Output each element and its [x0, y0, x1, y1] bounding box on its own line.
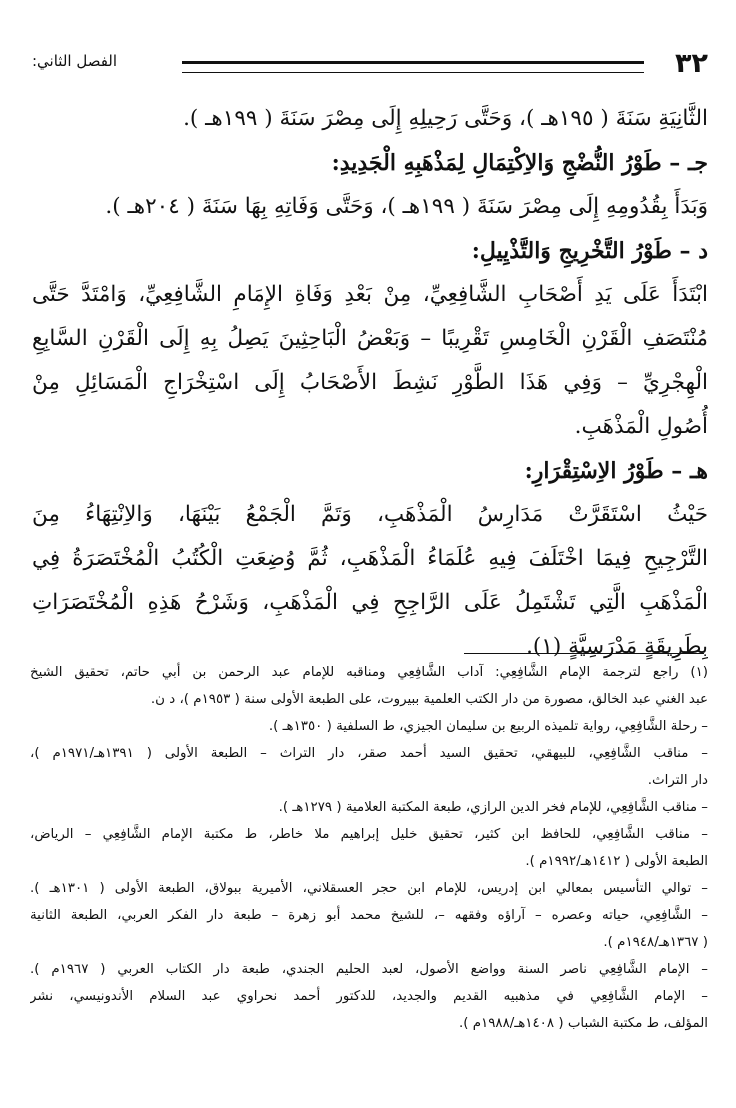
footnote-line: دار التراث. [647, 773, 708, 788]
footnote-line: – مناقب الشَّافِعِي، للحافظ ابن كثير، تحقيق خليل إبراهيم ملا خاطر، ط مكتبة الإمام الشَّافِعِي – الرياض، [30, 827, 708, 842]
footnote-separator [464, 653, 704, 654]
text-line: الثَّانِيَةِ سَنَةَ ( ١٩٥هـ )، وَحَتَّى رَحِيلِهِ إِلَى مِصْرَ سَنَةَ ( ١٩٩هـ ). [183, 106, 708, 131]
text-line: حَيْثُ اسْتَقَرَّتْ مَدَارِسُ الْمَذْهَبِ، وَتَمَّ الْجَمْعُ بَيْنَهَا، وَالاِنْتِهَاءُ مِنَ [32, 502, 708, 527]
chapter-title: الفصل الثاني: [32, 52, 118, 70]
page-header [32, 48, 708, 88]
header-rule [182, 61, 644, 73]
text-line: الْمَذْهَبِ الَّتِي تَشْتَمِلُ عَلَى الرَّاجِحِ فِي الْمَذْهَبِ، وَشَرْحُ هَذِهِ الْمُخْتَصَرَاتِ [32, 590, 708, 615]
footnotes [30, 659, 708, 1037]
footnote-line: – مناقب الشَّافِعِي، للإمام فخر الدين الرازي، طبعة المكتبة العلامية ( ١٢٧٩هـ ). [278, 800, 708, 815]
section-heading: هـ – طَوْرُ الاِسْتِقْرَارِ: [524, 458, 708, 484]
section-heading: جـ – طَوْرُ النُّضْجِ وَالاِكْتِمَالِ لِمَذْهَبِهِ الْجَدِيدِ: [331, 150, 708, 176]
footnote-line: (١) راجع لترجمة الإمام الشَّافِعِي: آداب الشَّافِعِي ومناقبه للإمام عبد الرحمن بن أبي حاتم، تحقيق الشيخ [30, 665, 708, 680]
section-heading: د – طَوْرُ التَّخْرِيجِ وَالتَّذْيِيلِ: [471, 238, 708, 264]
main-text [32, 97, 708, 669]
page-number: ٣٢ [675, 48, 708, 79]
text-line: الْهِجْرِيِّ – وَفِي هَذَا الطَّوْرِ نَشِطَ الأَصْحَابُ إِلَى اسْتِخْرَاجِ الْمَسَائِلِ مِنْ [32, 370, 708, 395]
footnote-line: – الإمام الشَّافِعِي ناصر السنة وواضع الأصول، لعبد الحليم الجندي، طبعة دار الكتاب العربي ( ١٩٦٧م ). [30, 962, 708, 977]
footnote-line: عبد الغني عبد الخالق، مصورة من دار الكتب العلمية ببيروت، على الطبعة الأولى سنة ( ١٩٥٣م )، د ن. [150, 692, 708, 707]
footnote-line: الطبعة الأولى ( ١٤١٢هـ/١٩٩٢م ). [525, 854, 708, 869]
footnote-line: – الشَّافِعِي، حياته وعصره – آراؤه وفقهه –، للشيخ محمد أبو زهرة – طبعة دار الفكر العربي، الطبعة الثانية [30, 908, 708, 923]
text-line: وَبَدَأَ بِقُدُومِهِ إِلَى مِصْرَ سَنَةَ ( ١٩٩هـ )، وَحَتَّى وَفَاتِهِ بِهَا سَنَةَ ( ٢٠٤هـ ). [105, 194, 708, 219]
text-line: بِطَرِيقَةٍ مَدْرَسِيَّةٍ (١). [526, 634, 708, 659]
text-line: التَّرْجِيحِ فِيمَا اخْتَلَفَ فِيهِ عُلَمَاءُ الْمَذْهَبِ، ثُمَّ وُضِعَتِ الْكُتُبُ الْمُخْتَصَرَةُ فِي [32, 546, 708, 571]
footnote-line: – مناقب الشَّافِعِي، للبيهقي، تحقيق السيد أحمد صقر، دار التراث – الطبعة الأولى ( ١٣٩١هـ/١٩٧١م )، [30, 746, 708, 761]
footnote-line: المؤلف، ط مكتبة الشباب ( ١٤٠٨هـ/١٩٨٨م ). [458, 1016, 708, 1031]
footnote-line: – توالي التأسيس بمعالي ابن إدريس، للإمام ابن حجر العسقلاني، الأميرية ببولاق، الطبعة الأولى ( ١٣٠١هـ ). [30, 881, 708, 896]
footnote-line: – الإمام الشَّافِعِي في مذهبيه القديم والجديد، للدكتور أحمد نحراوي عبد السلام الأندونيسي، نشر [30, 989, 708, 1004]
footnote-line: – رحلة الشَّافِعِي، رواية تلميذه الربيع بن سليمان الجيزي، ط السلفية ( ١٣٥٠هـ ). [268, 719, 708, 734]
footnote-line: ( ١٣٦٧هـ/١٩٤٨م ). [603, 935, 708, 950]
text-line: مُنْتَصَفِ الْقَرْنِ الْخَامِسِ تَقْرِيبًا – وَبَعْضُ الْبَاحِثِينَ يَصِلُ بِهِ إِلَى الْقَرْنِ السَّابِعِ [32, 326, 708, 351]
text-line: ابْتَدَأَ عَلَى يَدِ أَصْحَابِ الشَّافِعِيِّ، مِنْ بَعْدِ وَفَاةِ الإِمَامِ الشَّافِعِيِّ، وَامْتَدَّ حَتَّى [32, 282, 708, 307]
text-line: أُصُولِ الْمَذْهَبِ. [574, 414, 708, 439]
